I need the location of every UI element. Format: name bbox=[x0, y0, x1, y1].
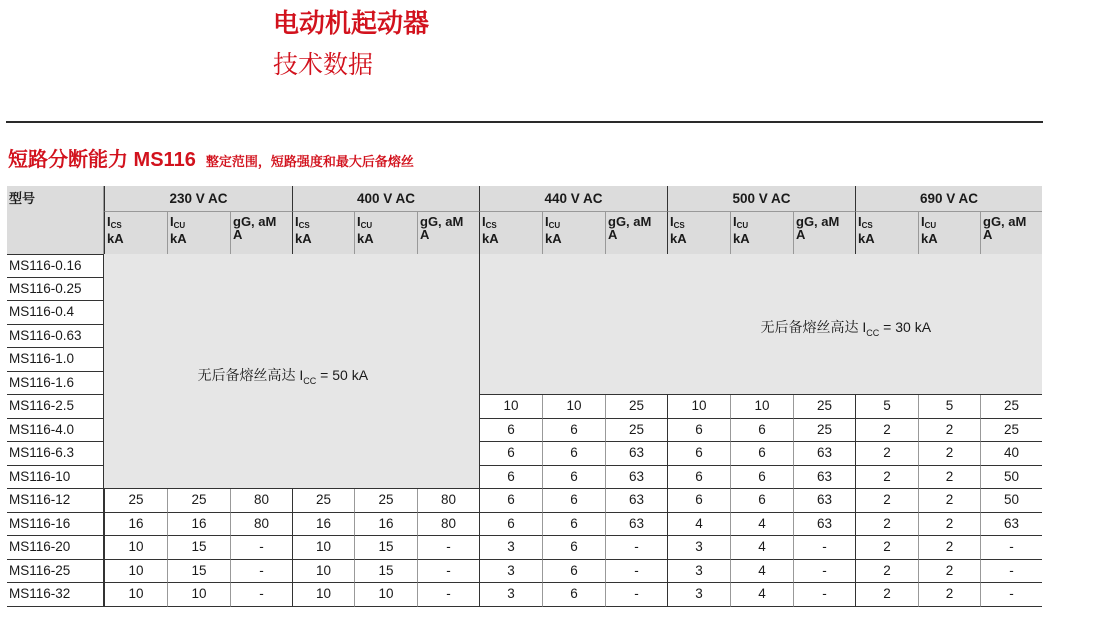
value-cell: - bbox=[605, 583, 667, 607]
voltage-group-header: 500 V AC bbox=[667, 186, 855, 212]
value-cell: 10 bbox=[292, 583, 354, 607]
value-cell: 10 bbox=[542, 395, 605, 419]
value-cell: 25 bbox=[354, 489, 417, 513]
value-cell: 3 bbox=[667, 536, 730, 560]
subheader-symbol: gG, aM bbox=[233, 214, 277, 229]
model-cell: MS116-1.0 bbox=[7, 348, 104, 372]
model-cell: MS116-1.6 bbox=[7, 372, 104, 395]
subheader-symbol: I bbox=[295, 214, 299, 229]
model-cell: MS116-10 bbox=[7, 466, 104, 489]
value-cell: 10 bbox=[292, 560, 354, 583]
subheader-subscript: CS bbox=[110, 221, 122, 230]
value-cell: 6 bbox=[542, 419, 605, 442]
voltage-group-header: 690 V AC bbox=[855, 186, 1042, 212]
value-cell: 10 bbox=[104, 583, 167, 607]
value-cell: 5 bbox=[855, 395, 918, 419]
subheader-unit: kA bbox=[545, 231, 562, 246]
subheader-unit: kA bbox=[858, 231, 875, 246]
subheader-subscript: CS bbox=[298, 221, 310, 230]
model-cell: MS116-4.0 bbox=[7, 419, 104, 442]
value-cell: 2 bbox=[855, 513, 918, 536]
value-cell: 2 bbox=[918, 536, 980, 560]
value-cell: - bbox=[793, 536, 855, 560]
value-cell: - bbox=[980, 560, 1042, 583]
subheader-symbol: I bbox=[357, 214, 361, 229]
value-cell: 40 bbox=[980, 442, 1042, 466]
subheader-symbol: I bbox=[107, 214, 111, 229]
value-cell: 3 bbox=[479, 560, 542, 583]
value-cell: 80 bbox=[230, 513, 292, 536]
value-cell: 3 bbox=[667, 560, 730, 583]
value-cell: 5 bbox=[918, 395, 980, 419]
value-cell: 25 bbox=[292, 489, 354, 513]
subheader-symbol: gG, aM bbox=[608, 214, 652, 229]
value-cell: 6 bbox=[479, 489, 542, 513]
column-subheader bbox=[667, 212, 730, 254]
value-cell: 2 bbox=[918, 466, 980, 489]
column-subheader bbox=[167, 212, 230, 254]
model-cell: MS116-20 bbox=[7, 536, 104, 560]
value-cell: 2 bbox=[855, 489, 918, 513]
column-subheader bbox=[605, 212, 667, 254]
subheader-symbol: I bbox=[858, 214, 862, 229]
model-cell: MS116-0.16 bbox=[7, 254, 104, 278]
value-cell: 25 bbox=[605, 419, 667, 442]
value-cell: 6 bbox=[542, 442, 605, 466]
value-cell: 25 bbox=[605, 395, 667, 419]
subheader-unit: kA bbox=[295, 231, 312, 246]
value-cell: 2 bbox=[855, 560, 918, 583]
subheader-subscript: CS bbox=[485, 221, 497, 230]
value-cell: - bbox=[417, 536, 479, 560]
subheader-unit: A bbox=[983, 227, 993, 242]
column-subheader bbox=[417, 212, 479, 254]
value-cell: 63 bbox=[605, 442, 667, 466]
value-cell: 6 bbox=[667, 419, 730, 442]
note-suffix: = 30 kA bbox=[879, 318, 932, 335]
value-cell: - bbox=[417, 583, 479, 607]
value-cell: 6 bbox=[542, 489, 605, 513]
value-cell: 2 bbox=[855, 442, 918, 466]
model-cell: MS116-6.3 bbox=[7, 442, 104, 466]
value-cell: 10 bbox=[354, 583, 417, 607]
value-cell: 6 bbox=[730, 489, 793, 513]
note-subscript: CC bbox=[866, 327, 880, 338]
subheader-symbol: I bbox=[170, 214, 174, 229]
subheader-symbol: I bbox=[545, 214, 549, 229]
value-cell: 2 bbox=[855, 419, 918, 442]
value-cell: 6 bbox=[667, 442, 730, 466]
column-subheader bbox=[855, 212, 918, 254]
value-cell: 50 bbox=[980, 489, 1042, 513]
model-cell: MS116-0.63 bbox=[7, 325, 104, 348]
column-subheader bbox=[730, 212, 793, 254]
column-subheader bbox=[104, 212, 167, 254]
voltage-group-header: 400 V AC bbox=[292, 186, 479, 212]
model-cell: MS116-32 bbox=[7, 583, 104, 607]
value-cell: 4 bbox=[667, 513, 730, 536]
value-cell: 63 bbox=[980, 513, 1042, 536]
value-cell: 4 bbox=[730, 536, 793, 560]
value-cell: 6 bbox=[479, 513, 542, 536]
subheader-symbol: gG, aM bbox=[420, 214, 464, 229]
model-cell: MS116-0.4 bbox=[7, 301, 104, 325]
value-cell: - bbox=[605, 536, 667, 560]
value-cell: 80 bbox=[417, 513, 479, 536]
subheader-subscript: CU bbox=[548, 221, 561, 230]
value-cell: 3 bbox=[479, 536, 542, 560]
subheader-unit: kA bbox=[482, 231, 499, 246]
page-title: 电动机起动器 bbox=[273, 8, 430, 38]
value-cell: 6 bbox=[542, 466, 605, 489]
column-subheader bbox=[542, 212, 605, 254]
model-column-header: 型号 bbox=[7, 186, 104, 254]
value-cell: 2 bbox=[855, 466, 918, 489]
subheader-symbol: I bbox=[482, 214, 486, 229]
value-cell: 6 bbox=[479, 419, 542, 442]
value-cell: 4 bbox=[730, 560, 793, 583]
value-cell: 6 bbox=[542, 536, 605, 560]
subheader-unit: kA bbox=[670, 231, 687, 246]
subheader-symbol: gG, aM bbox=[983, 214, 1027, 229]
model-cell: MS116-0.25 bbox=[7, 278, 104, 301]
value-cell: 63 bbox=[793, 442, 855, 466]
subheader-unit: kA bbox=[357, 231, 374, 246]
value-cell: 3 bbox=[667, 583, 730, 607]
value-cell: 25 bbox=[793, 395, 855, 419]
subheader-unit: kA bbox=[107, 231, 124, 246]
subheader-unit: kA bbox=[921, 231, 938, 246]
subheader-subscript: CU bbox=[736, 221, 749, 230]
value-cell: 6 bbox=[667, 466, 730, 489]
value-cell: 63 bbox=[605, 489, 667, 513]
value-cell: - bbox=[793, 583, 855, 607]
note-suffix: = 50 kA bbox=[316, 366, 369, 383]
value-cell: 6 bbox=[730, 442, 793, 466]
value-cell: - bbox=[230, 560, 292, 583]
column-subheader bbox=[980, 212, 1042, 254]
value-cell: 6 bbox=[542, 513, 605, 536]
value-cell: 10 bbox=[667, 395, 730, 419]
value-cell: 50 bbox=[980, 466, 1042, 489]
value-cell: 80 bbox=[417, 489, 479, 513]
column-subheader bbox=[354, 212, 417, 254]
column-subheader bbox=[292, 212, 354, 254]
value-cell: 10 bbox=[104, 560, 167, 583]
value-cell: 2 bbox=[918, 489, 980, 513]
value-cell: 2 bbox=[918, 583, 980, 607]
subheader-unit: A bbox=[796, 227, 806, 242]
value-cell: 15 bbox=[167, 536, 230, 560]
note-subscript: CC bbox=[303, 375, 317, 386]
value-cell: 16 bbox=[167, 513, 230, 536]
value-cell: 2 bbox=[855, 536, 918, 560]
subheader-unit: A bbox=[233, 227, 243, 242]
value-cell: 10 bbox=[730, 395, 793, 419]
no-fuse-note bbox=[198, 365, 369, 386]
value-cell: 6 bbox=[667, 489, 730, 513]
value-cell: 10 bbox=[292, 536, 354, 560]
value-cell: - bbox=[793, 560, 855, 583]
value-cell: - bbox=[230, 536, 292, 560]
value-cell: 25 bbox=[167, 489, 230, 513]
section-heading bbox=[8, 143, 414, 172]
value-cell: 25 bbox=[104, 489, 167, 513]
value-cell: 2 bbox=[918, 419, 980, 442]
value-cell: 6 bbox=[542, 583, 605, 607]
note-prefix: 无后备熔丝高达 I bbox=[197, 366, 304, 383]
voltage-group-header: 440 V AC bbox=[479, 186, 667, 212]
value-cell: 16 bbox=[104, 513, 167, 536]
voltage-group-header: 230 V AC bbox=[104, 186, 292, 212]
subheader-unit: kA bbox=[733, 231, 750, 246]
subheader-subscript: CU bbox=[360, 221, 373, 230]
subheader-symbol: I bbox=[733, 214, 737, 229]
value-cell: 2 bbox=[918, 442, 980, 466]
page-subtitle: 技术数据 bbox=[273, 51, 374, 79]
value-cell: 63 bbox=[793, 489, 855, 513]
value-cell: 63 bbox=[793, 513, 855, 536]
value-cell: - bbox=[417, 560, 479, 583]
model-cell: MS116-16 bbox=[7, 513, 104, 536]
subheader-symbol: gG, aM bbox=[796, 214, 840, 229]
column-subheader bbox=[793, 212, 855, 254]
value-cell: 6 bbox=[479, 442, 542, 466]
value-cell: 63 bbox=[605, 513, 667, 536]
value-cell: 2 bbox=[918, 560, 980, 583]
value-cell: 16 bbox=[292, 513, 354, 536]
subheader-subscript: CS bbox=[861, 221, 873, 230]
value-cell: - bbox=[605, 560, 667, 583]
model-cell: MS116-12 bbox=[7, 489, 104, 513]
value-cell: 16 bbox=[354, 513, 417, 536]
value-cell: 25 bbox=[793, 419, 855, 442]
section-subtitle: 整定范围，短路强度和最大后备熔丝 bbox=[205, 154, 414, 169]
subheader-symbol: I bbox=[921, 214, 925, 229]
section-title: 短路分断能力 MS116 bbox=[8, 149, 196, 171]
subheader-symbol: I bbox=[670, 214, 674, 229]
note-prefix: 无后备熔丝高达 I bbox=[760, 318, 867, 335]
column-subheader bbox=[918, 212, 980, 254]
value-cell: 6 bbox=[479, 466, 542, 489]
short-circuit-table bbox=[7, 186, 1042, 608]
value-cell: 10 bbox=[479, 395, 542, 419]
value-cell: - bbox=[230, 583, 292, 607]
subheader-subscript: CU bbox=[173, 221, 186, 230]
value-cell: 15 bbox=[354, 536, 417, 560]
value-cell: 63 bbox=[793, 466, 855, 489]
subheader-subscript: CU bbox=[924, 221, 937, 230]
value-cell: 3 bbox=[479, 583, 542, 607]
column-subheader bbox=[479, 212, 542, 254]
value-cell: 6 bbox=[542, 560, 605, 583]
value-cell: 63 bbox=[605, 466, 667, 489]
divider bbox=[6, 121, 1043, 123]
value-cell: 80 bbox=[230, 489, 292, 513]
model-cell: MS116-2.5 bbox=[7, 395, 104, 419]
value-cell: 25 bbox=[980, 395, 1042, 419]
value-cell: 25 bbox=[980, 419, 1042, 442]
model-cell: MS116-25 bbox=[7, 560, 104, 583]
subheader-unit: A bbox=[608, 227, 618, 242]
value-cell: 4 bbox=[730, 513, 793, 536]
no-fuse-note bbox=[761, 317, 932, 338]
value-cell: 10 bbox=[167, 583, 230, 607]
value-cell: 2 bbox=[918, 513, 980, 536]
value-cell: 4 bbox=[730, 583, 793, 607]
value-cell: 6 bbox=[730, 419, 793, 442]
column-subheader bbox=[230, 212, 292, 254]
subheader-subscript: CS bbox=[673, 221, 685, 230]
value-cell: 10 bbox=[104, 536, 167, 560]
value-cell: - bbox=[980, 583, 1042, 607]
subheader-unit: A bbox=[420, 227, 430, 242]
subheader-unit: kA bbox=[170, 231, 187, 246]
value-cell: 15 bbox=[167, 560, 230, 583]
value-cell: 15 bbox=[354, 560, 417, 583]
value-cell: - bbox=[980, 536, 1042, 560]
value-cell: 2 bbox=[855, 583, 918, 607]
value-cell: 6 bbox=[730, 466, 793, 489]
